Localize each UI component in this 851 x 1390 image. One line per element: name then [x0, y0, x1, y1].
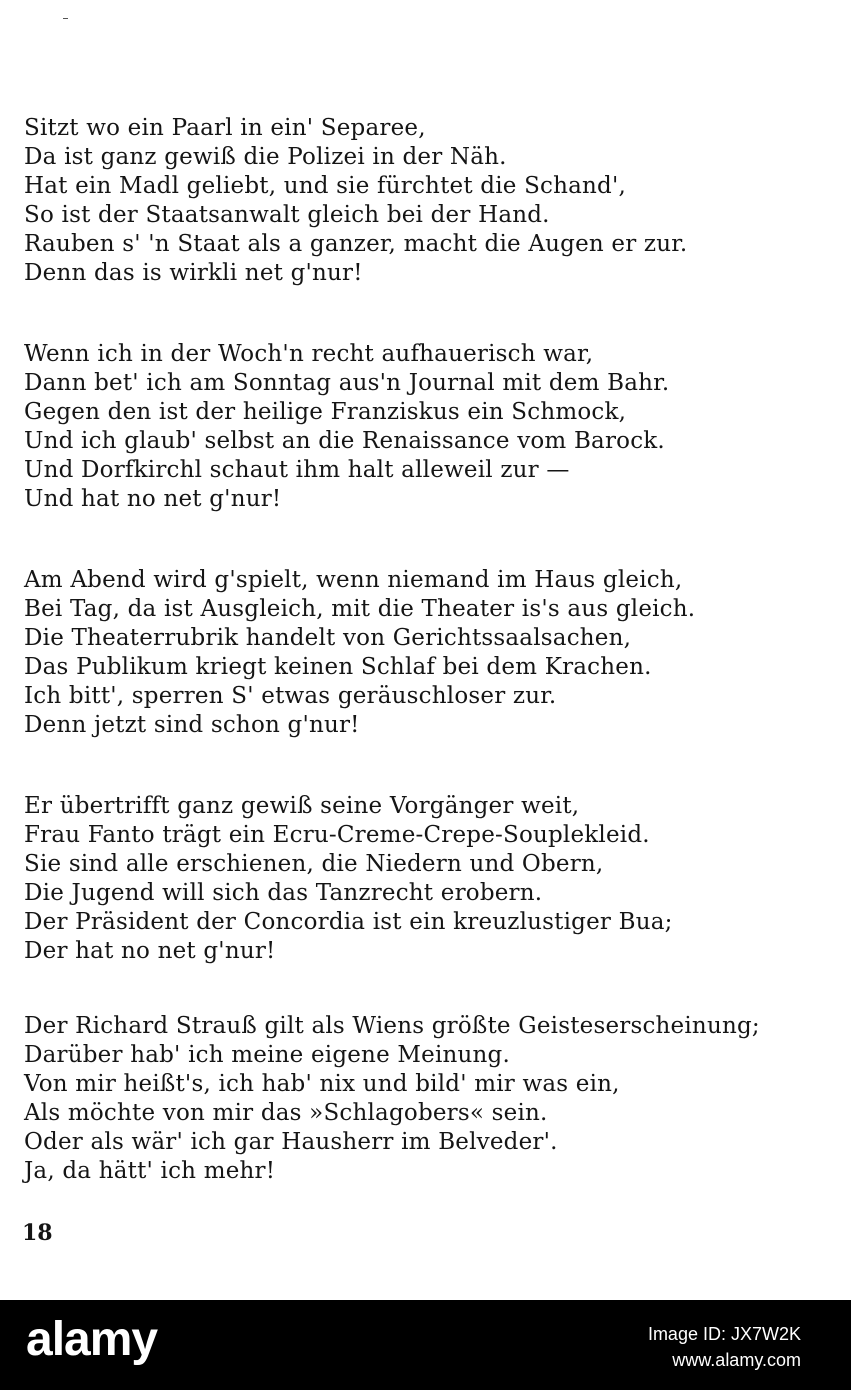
footer-url[interactable]: www.alamy.com: [672, 1350, 801, 1370]
page-number: 18: [22, 1220, 53, 1246]
verse-line: Darüber hab' ich meine eigene Meinung.: [24, 1042, 510, 1068]
verse-line: Von mir heißt's, ich hab' nix und bild' mir was ein,: [24, 1071, 620, 1097]
verse-line: Ja, da hätt' ich mehr!: [24, 1158, 276, 1184]
verse-line: Sie sind alle erschienen, die Niedern und Obern,: [24, 851, 604, 877]
verse-line: Denn das is wirkli net g'nur!: [24, 260, 363, 286]
verse-line: Als möchte von mir das »Schlagobers« sein.: [24, 1100, 548, 1126]
verse-line: Das Publikum kriegt keinen Schlaf bei dem Krachen.: [24, 654, 652, 680]
verse-line: Der Präsident der Concordia ist ein kreuzlustiger Bua;: [24, 909, 673, 935]
verse-line: Und ich glaub' selbst an die Renaissance vom Barock.: [24, 428, 665, 454]
image-id: Image ID: JX7W2K: [647, 1324, 801, 1344]
verse-line: Bei Tag, da ist Ausgleich, mit die Theater is's aus gleich.: [24, 596, 696, 622]
verse-line: Sitzt wo ein Paarl in ein' Separee,: [24, 115, 426, 141]
verse-line: So ist der Staatsanwalt gleich bei der Hand.: [24, 202, 550, 228]
verse-line: Gegen den ist der heilige Franziskus ein Schmock,: [24, 399, 627, 425]
verse-line: Dann bet' ich am Sonntag aus'n Journal mit dem Bahr.: [24, 370, 670, 396]
verse-line: Der hat no net g'nur!: [24, 938, 276, 964]
stanza-2: [24, 340, 844, 514]
scan-speck: [63, 18, 68, 23]
verse-line: Wenn ich in der Woch'n recht aufhauerisch war,: [24, 341, 594, 367]
verse-line: Hat ein Madl geliebt, und sie fürchtet die Schand',: [24, 173, 627, 199]
verse-line: Oder als wär' ich gar Hausherr im Belveder'.: [24, 1129, 558, 1155]
verse-line: Der Richard Strauß gilt als Wiens größte Geisteserscheinung;: [24, 1013, 760, 1039]
verse-line: Die Theaterrubrik handelt von Gerichtssaalsachen,: [24, 625, 632, 651]
verse-line: Und Dorfkirchl schaut ihm halt alleweil zur —: [24, 457, 570, 483]
stanza-3: [24, 566, 844, 740]
verse-line: Rauben s' 'n Staat als a ganzer, macht die Augen er zur.: [24, 231, 688, 257]
verse-line: Am Abend wird g'spielt, wenn niemand im Haus gleich,: [24, 567, 683, 593]
stanza-5: [24, 1012, 844, 1186]
stock-footer: [0, 1300, 851, 1390]
alamy-logo: alamy: [26, 1313, 158, 1366]
verse-line: Er übertrifft ganz gewiß seine Vorgänger weit,: [24, 793, 580, 819]
stanza-4: [24, 792, 844, 966]
verse-line: Ich bitt', sperren S' etwas geräuschloser zur.: [24, 683, 557, 709]
verse-line: Da ist ganz gewiß die Polizei in der Näh.: [24, 144, 507, 170]
verse-line: Und hat no net g'nur!: [24, 486, 282, 512]
verse-line: Frau Fanto trägt ein Ecru-Creme-Crepe-Souplekleid.: [24, 822, 650, 848]
verse-line: Denn jetzt sind schon g'nur!: [24, 712, 360, 738]
stanza-1: [24, 114, 844, 288]
verse-line: Die Jugend will sich das Tanzrecht erobern.: [24, 880, 543, 906]
